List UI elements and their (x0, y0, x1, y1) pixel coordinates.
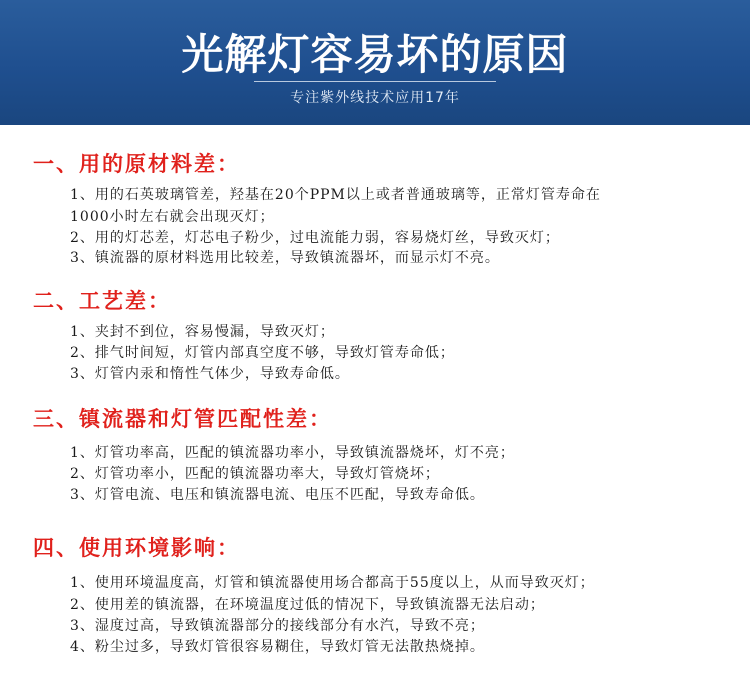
title-divider (254, 81, 496, 82)
list-item: 4、粉尘过多，导致灯管很容易糊住，导致灯管无法散热烧掉。 (70, 639, 485, 655)
list-item: 1、夹封不到位，容易慢漏，导致灭灯； (70, 324, 335, 340)
list-item: 1、灯管功率高，匹配的镇流器功率小，导致镇流器烧坏，灯不亮； (70, 445, 515, 461)
list-item: 2、排气时间短，灯管内部真空度不够，导致灯管寿命低； (70, 345, 455, 361)
section-heading: 三、镇流器和灯管匹配性差： (33, 406, 332, 431)
page-title: 光解灯容易坏的原因 (181, 30, 569, 79)
list-item: 1000小时左右就会出现灭灯； (70, 209, 275, 225)
list-item: 3、灯管电流、电压和镇流器电流、电压不匹配，导致寿命低。 (70, 487, 485, 503)
section-heading: 二、工艺差： (33, 288, 171, 313)
section-heading: 四、使用环境影响： (33, 535, 240, 560)
page-subtitle: 专注紫外线技术应用17年 (290, 90, 460, 106)
list-item: 3、镇流器的原材料选用比较差，导致镇流器坏，而显示灯不亮。 (70, 250, 500, 266)
list-item: 3、湿度过高，导致镇流器部分的接线部分有水汽，导致不亮； (70, 618, 485, 634)
list-item: 3、灯管内汞和惰性气体少，导致寿命低。 (70, 366, 350, 382)
list-item: 2、使用差的镇流器，在环境温度过低的情况下，导致镇流器无法启动； (70, 597, 545, 613)
list-item: 2、用的灯芯差，灯芯电子粉少，过电流能力弱，容易烧灯丝，导致灭灯； (70, 230, 560, 246)
section-heading: 一、用的原材料差： (33, 151, 240, 176)
list-item: 1、用的石英玻璃管差，羟基在20个PPM以上或者普通玻璃等，正常灯管寿命在 (70, 187, 601, 203)
list-item: 2、灯管功率小，匹配的镇流器功率大，导致灯管烧坏； (70, 466, 440, 482)
header-banner (0, 0, 750, 125)
list-item: 1、使用环境温度高，灯管和镇流器使用场合都高于55度以上，从而导致灭灯； (70, 575, 595, 591)
